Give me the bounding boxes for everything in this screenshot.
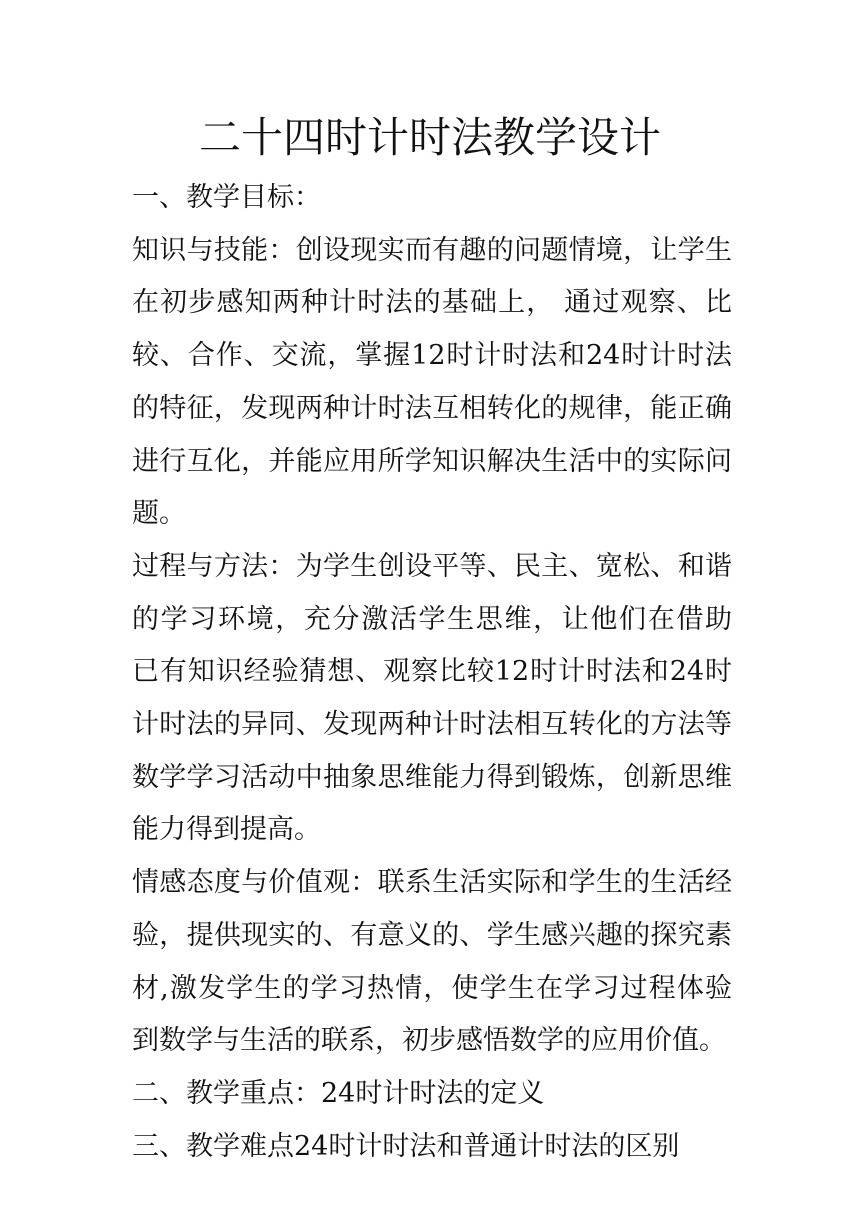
section-difficulties: 三、教学难点24时计时法和普通计时法的区别 [132,1130,680,1162]
document-title: 二十四时计时法教学设计 [198,113,661,162]
document-body [132,172,786,1173]
section-heading-objectives: 一、教学目标： [132,182,321,213]
paragraph-knowledge-skills: 知识与技能：创设现实而有趣的问题情境，让学生在初步感知两种计时法的基础上， 通过观察、比 较、合作、交流，掌握12时计时法和24时计时法的特征，发现两种计时法互相转化的规律，能正确进行互化，并能应用所学知识解决生活中的实际问题。 [132,234,786,530]
paragraph-process-methods: 过程与方法：为学生创设平等、民主、宽松、和谐的学习环境，充分激活学生思维，让他们在借助 已有知识经验猜想、观察比较12时计时法和24时计时法的异同、发现两种计时法相互转化的方法等数学学习活动中抽象思维能力得到锻炼，创新思维能力得到提高。 [132,550,732,846]
section-key-points: 二、教学重点：24时计时法的定义 [132,1077,545,1109]
paragraph-emotion-values: 情感态度与价值观：联系生活实际和学生的生活经验，提供现实的、有意义的、学生感兴趣的探究素材,激发学生的学习热情，使学生在学习过程体验到数学与生活的联系，初步感悟数学的应用价值。 [132,867,732,1057]
